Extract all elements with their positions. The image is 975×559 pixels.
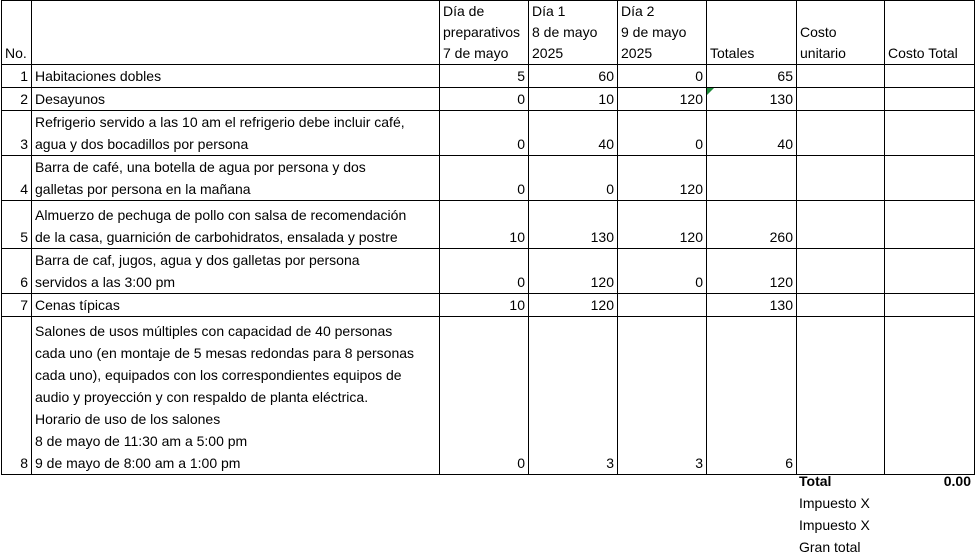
cell-totales[interactable]: [707, 88, 797, 111]
row-number[interactable]: 5: [2, 201, 32, 249]
row-description-line: Barra de caf, jugos, agua y dos galletas por persona: [35, 252, 360, 268]
cell-dia-prep[interactable]: 0: [440, 111, 529, 156]
cell-dia1[interactable]: 120: [529, 249, 618, 294]
row-description-line: Refrigerio servido a las 10 am el refrigerio debe incluir café,: [35, 114, 405, 130]
header-totales[interactable]: Totales: [707, 1, 797, 65]
row-description[interactable]: [32, 294, 440, 317]
table-row: [2, 294, 975, 317]
row-description-line: Cenas típicas: [35, 297, 120, 313]
cell-costo-unitario[interactable]: [797, 201, 885, 249]
cell-totales[interactable]: [707, 156, 797, 201]
header-row: [2, 1, 975, 65]
header-dia-prep[interactable]: [440, 1, 529, 65]
row-number[interactable]: 7: [2, 294, 32, 317]
cell-totales-value: 130: [769, 91, 793, 107]
header-dia2[interactable]: [618, 1, 707, 65]
header-costo-unitario-line1: Costo: [800, 24, 837, 40]
cell-dia2[interactable]: 0: [618, 249, 707, 294]
cell-totales[interactable]: [707, 294, 797, 317]
cell-costo-unitario[interactable]: [797, 317, 885, 475]
row-description-line: servidos a las 3:00 pm: [35, 274, 176, 290]
row-description-line: Barra de café, una botella de agua por persona y dos: [35, 159, 366, 175]
row-description-line: agua y dos bocadillos por persona: [35, 136, 249, 152]
cell-dia2[interactable]: [618, 294, 707, 317]
header-costo-total[interactable]: Costo Total: [885, 1, 975, 65]
cell-costo-unitario[interactable]: [797, 249, 885, 294]
table-row: [2, 317, 975, 475]
row-description-line: cada uno (en montaje de 5 mesas redondas para 8 personas: [35, 345, 415, 361]
cell-dia2[interactable]: 120: [618, 156, 707, 201]
header-costo-unitario[interactable]: [797, 1, 885, 65]
cell-costo-total[interactable]: [885, 317, 975, 475]
row-description[interactable]: [32, 65, 440, 88]
row-description[interactable]: [32, 201, 440, 249]
cell-costo-total[interactable]: [885, 111, 975, 156]
cell-dia1[interactable]: 3: [529, 317, 618, 475]
cell-totales[interactable]: [707, 317, 797, 475]
cell-totales-value: 6: [785, 455, 793, 471]
cell-dia1[interactable]: 0: [529, 156, 618, 201]
row-description-line: 8 de mayo de 11:30 am a 5:00 pm: [35, 433, 248, 449]
cell-costo-total[interactable]: [885, 156, 975, 201]
row-description-line: Salones de usos múltiples con capacidad de 40 personas: [35, 323, 393, 339]
header-dia2-line1: Día 2: [621, 3, 655, 19]
cell-dia-prep[interactable]: 5: [440, 65, 529, 88]
cell-costo-total[interactable]: [885, 65, 975, 88]
row-description[interactable]: [32, 111, 440, 156]
cell-dia-prep[interactable]: 10: [440, 294, 529, 317]
header-dia1[interactable]: [529, 1, 618, 65]
cell-totales-value: 130: [769, 297, 793, 313]
row-description[interactable]: [32, 88, 440, 111]
cell-dia-prep[interactable]: 0: [440, 317, 529, 475]
row-number[interactable]: 1: [2, 65, 32, 88]
row-number[interactable]: 2: [2, 88, 32, 111]
row-description-line: cada uno), equipados con los correspondientes equipos de: [35, 367, 402, 383]
header-desc[interactable]: [32, 1, 440, 65]
cell-dia2[interactable]: 120: [618, 201, 707, 249]
row-description-line: galletas por persona en la mañana: [35, 181, 251, 197]
table-row: [2, 111, 975, 156]
row-number[interactable]: 6: [2, 249, 32, 294]
cell-totales-value: 65: [777, 68, 793, 84]
cell-totales[interactable]: [707, 111, 797, 156]
header-dia-prep-line1: Día de: [443, 3, 485, 19]
cell-costo-total[interactable]: [885, 88, 975, 111]
header-dia2-line3: 2025: [621, 45, 653, 61]
total-value[interactable]: 0.00: [943, 473, 971, 489]
cell-costo-total[interactable]: [885, 201, 975, 249]
table-row: [2, 249, 975, 294]
cell-dia1[interactable]: 60: [529, 65, 618, 88]
table-row: [2, 201, 975, 249]
header-dia2-line2: 9 de mayo: [621, 24, 687, 40]
cell-dia2[interactable]: 120: [618, 88, 707, 111]
cell-dia1[interactable]: 40: [529, 111, 618, 156]
header-no[interactable]: No.: [2, 1, 32, 65]
cell-dia2[interactable]: 0: [618, 65, 707, 88]
cell-totales[interactable]: [707, 201, 797, 249]
header-dia1-line2: 8 de mayo: [532, 24, 598, 40]
cell-dia2[interactable]: 3: [618, 317, 707, 475]
table-row: [2, 65, 975, 88]
cell-costo-total[interactable]: [885, 249, 975, 294]
row-description[interactable]: [32, 249, 440, 294]
header-costo-unitario-line2: unitario: [800, 45, 846, 61]
cell-costo-unitario[interactable]: [797, 156, 885, 201]
cell-costo-total[interactable]: [885, 294, 975, 317]
impuesto-2-label[interactable]: Impuesto X: [799, 517, 870, 533]
cell-totales-value: 260: [769, 229, 793, 245]
cell-dia2[interactable]: 0: [618, 111, 707, 156]
summary-block: [799, 470, 974, 558]
table-row: [2, 88, 975, 111]
total-label[interactable]: Total: [799, 473, 832, 489]
row-description-line: audio y proyección y con respaldo de planta eléctrica.: [35, 389, 369, 405]
row-number[interactable]: 4: [2, 156, 32, 201]
row-description-line: Habitaciones dobles: [35, 68, 162, 84]
total-line: [799, 470, 974, 492]
cell-dia-prep[interactable]: 0: [440, 156, 529, 201]
header-dia1-line1: Día 1: [532, 3, 566, 19]
row-description-line: de la casa, guarnición de carbohidratos, ensalada y postre: [35, 229, 398, 245]
cell-costo-unitario[interactable]: [797, 294, 885, 317]
cell-costo-unitario[interactable]: [797, 65, 885, 88]
row-number[interactable]: 8: [2, 317, 32, 475]
header-dia-prep-line3: 7 de mayo: [443, 45, 509, 61]
row-description-line: Desayunos: [35, 91, 106, 107]
row-description[interactable]: [32, 156, 440, 201]
cell-totales[interactable]: [707, 65, 797, 88]
cell-dia1[interactable]: 10: [529, 88, 618, 111]
row-description-line: Almuerzo de pechuga de pollo con salsa de recomendación: [35, 207, 407, 223]
cell-dia-prep[interactable]: 0: [440, 88, 529, 111]
cell-dia1[interactable]: 130: [529, 201, 618, 249]
gran-total-label[interactable]: Gran total: [799, 539, 861, 555]
cell-totales[interactable]: [707, 249, 797, 294]
cell-costo-unitario[interactable]: [797, 111, 885, 156]
impuesto-1-label[interactable]: Impuesto X: [799, 495, 870, 511]
row-description[interactable]: [32, 317, 440, 475]
cell-costo-unitario[interactable]: [797, 88, 885, 111]
cell-totales-value: 40: [777, 136, 793, 152]
row-description-line: 9 de mayo de 8:00 am a 1:00 pm: [35, 455, 241, 471]
quote-table: [1, 0, 975, 475]
cell-totales-value: 120: [769, 274, 793, 290]
row-number[interactable]: 3: [2, 111, 32, 156]
header-dia1-line3: 2025: [532, 45, 564, 61]
cell-dia-prep[interactable]: 0: [440, 249, 529, 294]
table-row: [2, 156, 975, 201]
table-body: [2, 65, 975, 475]
comment-marker-icon: [707, 88, 714, 95]
cell-dia1[interactable]: 120: [529, 294, 618, 317]
header-dia-prep-line2: preparativos: [443, 24, 521, 40]
cell-dia-prep[interactable]: 10: [440, 201, 529, 249]
row-description-line: Horario de uso de los salones: [35, 411, 221, 427]
